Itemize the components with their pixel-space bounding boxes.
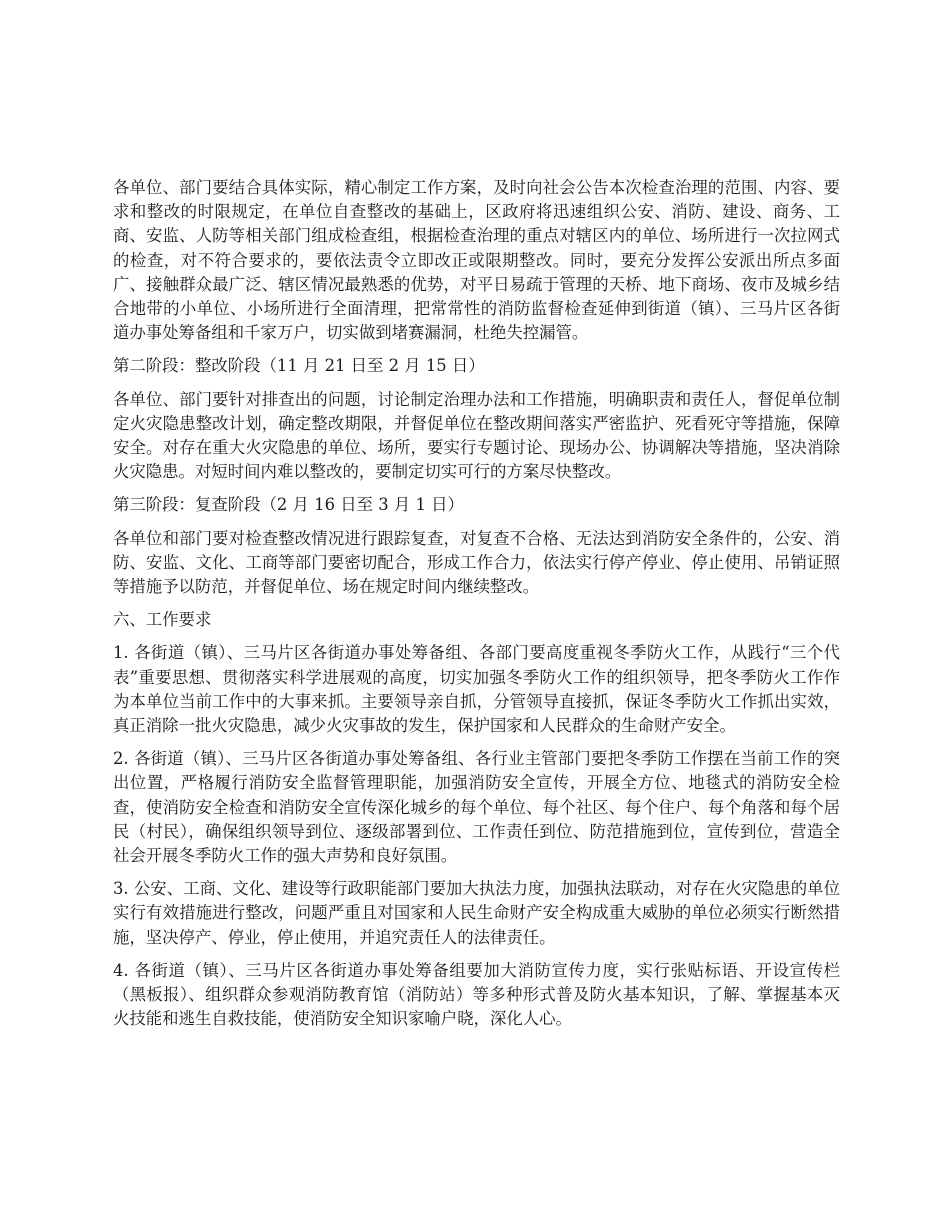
document-page (113, 176, 840, 1041)
heading-stage-three: 第三阶段：复查阶段（2 月 16 日至 3 月 1 日） (113, 495, 464, 515)
heading-stage-two: 第二阶段：整改阶段（11 月 21 日至 2 月 15 日） (113, 356, 485, 376)
paragraph-rectification: 各单位、部门要针对排查出的问题，讨论制定治理办法和工作措施，明确职责和责任人，督促单位制定火灾隐患整改计划，确定整改期限，并督促单位在整改期间落实严密监护、死看死守等措施，保障安全。对存在重大火灾隐患的单位、场所，要实行专题讨论、现场办公、协调解决等措施，坚决消除火灾隐患。对短时间内难以整改的，要制定切实可行的方案尽快整改。 (113, 389, 840, 482)
requirement-item-1: 1. 各街道（镇）、三马片区各街道办事处筹备组、各部门要高度重视冬季防火工作，从践行“三个代表”重要思想、贯彻落实科学进展观的高度，切实加强冬季防火工作的组织领导，把冬季防火工作作为本单位当前工作中的大事来抓。主要领导亲自抓，分管领导直接抓，保证冬季防火工作抓出实效，真正消除一批火灾隐患，减少火灾事故的发生，保护国家和人民群众的生命财产安全。 (113, 643, 840, 736)
requirement-item-2: 2. 各街道（镇）、三马片区各街道办事处筹备组、各行业主管部门要把冬季防工作摆在当前工作的突出位置，严格履行消防安全监督管理职能，加强消防安全宣传，开展全方位、地毯式的消防安全检查，使消防安全检查和消防安全宣传深化城乡的每个单位、每个社区、每个住户、每个角落和每个居民（村民），确保组织领导到位、逐级部署到位、工作责任到位、防范措施到位，宣传到位，营造全社会开展冬季防火工作的强大声势和良好氛围。 (113, 749, 840, 866)
requirement-item-3: 3. 公安、工商、文化、建设等行政职能部门要加大执法力度，加强执法联动，对存在火灾隐患的单位实行有效措施进行整改，问题严重且对国家和人民生命财产安全构成重大威胁的单位必须实行断然措施，坚决停产、停业，停止使用，并追究责任人的法律责任。 (113, 879, 840, 947)
paragraph-inspection-plan: 各单位、部门要结合具体实际，精心制定工作方案，及时向社会公告本次检查治理的范围、内容、要求和整改的时限规定，在单位自查整改的基础上，区政府将迅速组织公安、消防、建设、商务、工商、安监、人防等相关部门组成检查组，根据检查治理的重点对辖区内的单位、场所进行一次拉网式的检查，对不符合要求的，要依法责令立即改正或限期整改。同时，要充分发挥公安派出所点多面广、接触群众最广泛、辖区情况最熟悉的优势，对平日易疏于管理的天桥、地下商场、夜市及城乡结合地带的小单位、小场所进行全面清理，把常常性的消防监督检查延伸到街道（镇）、三马片区各街道办事处筹备组和千家万户，切实做到堵赛漏洞，杜绝失控漏管。 (113, 178, 840, 343)
heading-work-requirements: 六、工作要求 (113, 610, 212, 630)
requirement-item-4: 4. 各街道（镇）、三马片区各街道办事处筹备组要加大消防宣传力度，实行张贴标语、开设宣传栏（黑板报）、组织群众参观消防教育馆（消防站）等多种形式普及防火基本知识，了解、掌握基本灭火技能和逃生自救技能，使消防安全知识家喻户晓，深化人心。 (113, 960, 840, 1029)
paragraph-review: 各单位和部门要对检查整改情况进行跟踪复查，对复查不合格、无法达到消防安全条件的，公安、消防、安监、文化、工商等部门要密切配合，形成工作合力，依法实行停产停业、停止使用、吊销证照等措施予以防范，并督促单位、场在规定时间内继续整改。 (113, 528, 840, 597)
